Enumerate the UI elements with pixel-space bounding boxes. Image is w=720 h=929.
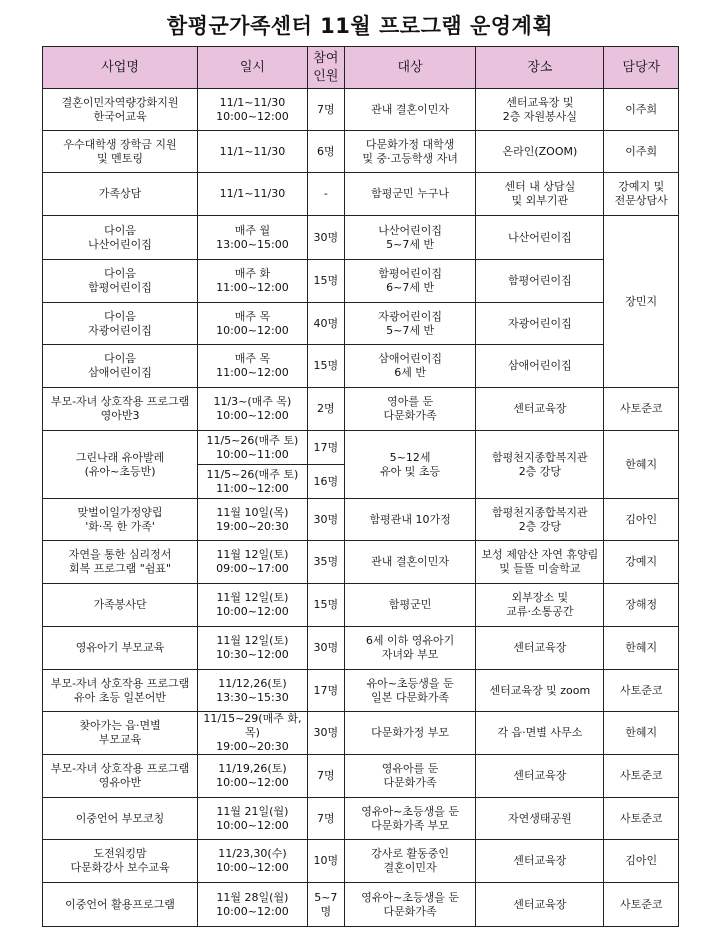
- date-cell: 11월 10일(목) 19:00~20:30: [198, 499, 308, 541]
- capacity-cell: 30명: [307, 627, 344, 670]
- target-cell: 5~12세 유아 및 초등: [344, 431, 475, 499]
- target-cell: 나산어린이집 5~7세 반: [344, 216, 475, 260]
- capacity-cell: 7명: [307, 798, 344, 840]
- capacity-cell: 15명: [307, 584, 344, 627]
- page-title: 함평군가족센터 11월 프로그램 운영계획: [166, 14, 554, 38]
- table-row: [43, 173, 679, 216]
- date-cell: 매주 목 10:00~12:00: [198, 303, 308, 345]
- header-place: 장소: [476, 47, 604, 89]
- program-schedule-table: [42, 46, 679, 927]
- capacity-cell: 16명: [307, 465, 344, 499]
- table-row: [43, 345, 679, 388]
- program-cell: 그린나래 유아발레 (유아~초등반): [43, 431, 198, 499]
- capacity-cell: 35명: [307, 541, 344, 584]
- target-cell: 자광어린이집 5~7세 반: [344, 303, 475, 345]
- capacity-cell: 2명: [307, 388, 344, 431]
- manager-cell: 사토준코: [604, 670, 679, 712]
- table-row: [43, 541, 679, 584]
- date-cell: 11월 28일(월) 10:00~12:00: [198, 883, 308, 927]
- date-cell: 11월 12일(토) 10:30~12:00: [198, 627, 308, 670]
- place-cell: 센터교육장: [476, 388, 604, 431]
- capacity-cell: -: [307, 173, 344, 216]
- target-cell: 강사로 활동중인 결혼이민자: [344, 840, 475, 883]
- capacity-cell: 7명: [307, 755, 344, 798]
- date-cell: 11/1~11/30 10:00~12:00: [198, 89, 308, 131]
- target-cell: 유아~초등생을 둔 일본 다문화가족: [344, 670, 475, 712]
- manager-cell: 이주희: [604, 131, 679, 173]
- program-cell: 부모-자녀 상호작용 프로그램 영아반3: [43, 388, 198, 431]
- target-cell: 영아를 둔 다문화가족: [344, 388, 475, 431]
- program-cell: 다이음 자광어린이집: [43, 303, 198, 345]
- header-capacity: 참여 인원: [307, 47, 344, 89]
- manager-cell: 장해정: [604, 584, 679, 627]
- target-cell: 6세 이하 영유아기 자녀와 부모: [344, 627, 475, 670]
- date-cell: 11월 12일(토) 10:00~12:00: [198, 584, 308, 627]
- header-target: 대상: [344, 47, 475, 89]
- target-cell: 다문화가정 부모: [344, 712, 475, 755]
- capacity-cell: 30명: [307, 499, 344, 541]
- program-cell: 맞벌이일가정양립 '화·목 한 가족': [43, 499, 198, 541]
- program-cell: 영유아기 부모교육: [43, 627, 198, 670]
- table-row: [43, 755, 679, 798]
- manager-cell: 사토준코: [604, 388, 679, 431]
- place-cell: 함평천지종합복지관 2층 강당: [476, 431, 604, 499]
- table-row: [43, 883, 679, 927]
- program-cell: 다이음 나산어린이집: [43, 216, 198, 260]
- table-row: [43, 216, 679, 260]
- manager-cell: 강예지: [604, 541, 679, 584]
- program-cell: 가족상담: [43, 173, 198, 216]
- manager-cell: 강예지 및 전문상담사: [604, 173, 679, 216]
- capacity-cell: 5~7명: [307, 883, 344, 927]
- table-row: [43, 584, 679, 627]
- table-row: [43, 303, 679, 345]
- program-cell: 다이음 함평어린이집: [43, 260, 198, 303]
- program-cell: 가족봉사단: [43, 584, 198, 627]
- program-cell: 도전워킹맘 다문화강사 보수교육: [43, 840, 198, 883]
- target-cell: 영유아를 둔 다문화가족: [344, 755, 475, 798]
- capacity-cell: 6명: [307, 131, 344, 173]
- date-cell: 11/19,26(토) 10:00~12:00: [198, 755, 308, 798]
- place-cell: 나산어린이집: [476, 216, 604, 260]
- table-row: [43, 798, 679, 840]
- table-row: [43, 712, 679, 755]
- place-cell: 센터 내 상담실 및 외부기관: [476, 173, 604, 216]
- manager-cell: 한혜지: [604, 627, 679, 670]
- capacity-cell: 30명: [307, 712, 344, 755]
- manager-cell: 사토준코: [604, 798, 679, 840]
- place-cell: 센터교육장: [476, 627, 604, 670]
- place-cell: 온라인(ZOOM): [476, 131, 604, 173]
- manager-cell: 이주희: [604, 89, 679, 131]
- table-header-row: [43, 47, 679, 89]
- date-cell: 11월 12일(토) 09:00~17:00: [198, 541, 308, 584]
- program-cell: 부모-자녀 상호작용 프로그램 영유아반: [43, 755, 198, 798]
- table-row: [43, 260, 679, 303]
- date-cell: 매주 월 13:00~15:00: [198, 216, 308, 260]
- place-cell: 센터교육장: [476, 755, 604, 798]
- place-cell: 보성 제암산 자연 휴양림 및 들뜰 미술학교: [476, 541, 604, 584]
- table-row: [43, 627, 679, 670]
- capacity-cell: 40명: [307, 303, 344, 345]
- table-row: [43, 431, 679, 465]
- program-cell: 우수대학생 장학금 지원 및 멘토링: [43, 131, 198, 173]
- place-cell: 각 읍·면별 사무소: [476, 712, 604, 755]
- place-cell: 자광어린이집: [476, 303, 604, 345]
- date-cell: 11/12,26(토) 13:30~15:30: [198, 670, 308, 712]
- program-cell: 결혼이민자역량강화지원 한국어교육: [43, 89, 198, 131]
- capacity-cell: 10명: [307, 840, 344, 883]
- place-cell: 외부장소 및 교류·소통공간: [476, 584, 604, 627]
- manager-cell-merged: 장민지: [604, 216, 679, 388]
- date-cell: 11/1~11/30: [198, 173, 308, 216]
- date-cell: 11/5~26(매주 토) 10:00~11:00: [198, 431, 308, 465]
- target-cell: 함평군민: [344, 584, 475, 627]
- place-cell: 함평천지종합복지관 2층 강당: [476, 499, 604, 541]
- program-cell: 이중언어 활용프로그램: [43, 883, 198, 927]
- place-cell: 함평어린이집: [476, 260, 604, 303]
- date-cell: 매주 목 11:00~12:00: [198, 345, 308, 388]
- date-cell: 11/1~11/30: [198, 131, 308, 173]
- place-cell: 자연생태공원: [476, 798, 604, 840]
- program-cell: 찾아가는 읍·면별 부모교육: [43, 712, 198, 755]
- target-cell: 함평관내 10가정: [344, 499, 475, 541]
- program-cell: 다이음 삼애어린이집: [43, 345, 198, 388]
- place-cell: 삼애어린이집: [476, 345, 604, 388]
- date-cell: 11/15~29(매주 화,목) 19:00~20:30: [198, 712, 308, 755]
- place-cell: 센터교육장 및 zoom: [476, 670, 604, 712]
- program-cell: 부모-자녀 상호작용 프로그램 유아 초등 일본어반: [43, 670, 198, 712]
- header-date: 일시: [198, 47, 308, 89]
- table-row: [43, 89, 679, 131]
- program-cell: 이중언어 부모코칭: [43, 798, 198, 840]
- capacity-cell: 30명: [307, 216, 344, 260]
- place-cell: 센터교육장: [476, 840, 604, 883]
- target-cell: 함평어린이집 6~7세 반: [344, 260, 475, 303]
- manager-cell: 김아인: [604, 499, 679, 541]
- place-cell: 센터교육장: [476, 883, 604, 927]
- table-row: [43, 388, 679, 431]
- table-row: [43, 499, 679, 541]
- capacity-cell: 17명: [307, 670, 344, 712]
- target-cell: 영유아~초등생을 둔 다문화가족: [344, 883, 475, 927]
- capacity-cell: 15명: [307, 260, 344, 303]
- date-cell: 매주 화 11:00~12:00: [198, 260, 308, 303]
- table-row: [43, 670, 679, 712]
- capacity-cell: 15명: [307, 345, 344, 388]
- capacity-cell: 17명: [307, 431, 344, 465]
- header-program: 사업명: [43, 47, 198, 89]
- table-row: [43, 131, 679, 173]
- target-cell: 삼애어린이집 6세 반: [344, 345, 475, 388]
- header-manager: 담당자: [604, 47, 679, 89]
- table-row: [43, 840, 679, 883]
- date-cell: 11/23,30(수) 10:00~12:00: [198, 840, 308, 883]
- program-cell: 자연을 통한 심리정서 회복 프로그램 "쉼표": [43, 541, 198, 584]
- target-cell: 영유아~초등생을 둔 다문화가족 부모: [344, 798, 475, 840]
- target-cell: 다문화가정 대학생 및 중·고등학생 자녀: [344, 131, 475, 173]
- capacity-cell: 7명: [307, 89, 344, 131]
- manager-cell: 사토준코: [604, 755, 679, 798]
- manager-cell: 사토준코: [604, 883, 679, 927]
- date-cell: 11/5~26(매주 토) 11:00~12:00: [198, 465, 308, 499]
- manager-cell: 김아인: [604, 840, 679, 883]
- manager-cell: 한혜지: [604, 431, 679, 499]
- place-cell: 센터교육장 및 2층 자원봉사실: [476, 89, 604, 131]
- target-cell: 관내 결혼이민자: [344, 541, 475, 584]
- manager-cell: 한혜지: [604, 712, 679, 755]
- date-cell: 11월 21일(월) 10:00~12:00: [198, 798, 308, 840]
- target-cell: 관내 결혼이민자: [344, 89, 475, 131]
- date-cell: 11/3~(매주 목) 10:00~12:00: [198, 388, 308, 431]
- target-cell: 함평군민 누구나: [344, 173, 475, 216]
